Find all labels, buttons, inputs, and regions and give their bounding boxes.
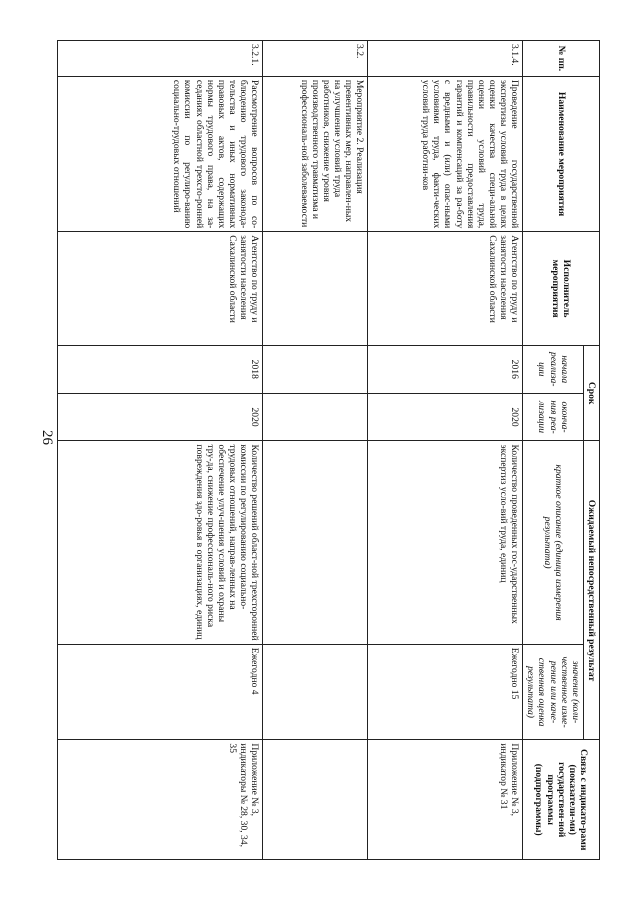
row-executor: Агентство по труду и занятости населения Сахалинской области <box>58 232 263 346</box>
row-start <box>263 345 368 393</box>
row-value: Ежегодно 4 <box>58 644 263 740</box>
header-link: Связь с индикато-рами (показатели-ми) государствен-ной программы (подпрограммы) <box>523 740 600 860</box>
row-name: Проведение государственной экспертизы условий труда в целях оценки качества специ-альной оценки условий труда, правильности предоставления гарантий и компенсаций за ра-боту с вредными и (или) опас-ными условиями труда, факти-ческих условий труда работни-ков <box>368 76 523 231</box>
row-end <box>263 393 368 441</box>
page-number: 26 <box>39 430 55 445</box>
row-desc: Количество решений област-ной трехсторонней комиссии по регулированию социально-трудовых отношений, направ-ленных на обеспечение улуч-шения условий и охраны тру-да, снижение профессиональ-ного риска повреждения здо-ровья в организациях, единиц <box>58 441 263 644</box>
header-result: Ожидаемый непосредственный результат <box>583 441 599 740</box>
row-value: Ежегодно 15 <box>368 644 523 740</box>
row-start: 2018 <box>58 345 263 393</box>
table-row <box>263 41 368 860</box>
row-end: 2020 <box>58 393 263 441</box>
row-link: Приложение № 3, индикаторы № 28, 30, 34, 35 <box>58 740 263 860</box>
row-start: 2016 <box>368 345 523 393</box>
row-value <box>263 644 368 740</box>
row-executor <box>263 232 368 346</box>
header-result-value: значение (коли-чественное изме-рение или каче-ственная оценка результата) <box>523 644 584 740</box>
table-row <box>368 41 523 860</box>
header-term: Срок <box>583 345 599 441</box>
row-name: Рассмотрение вопросов по со-блюдению трудового законода-тельства и иных нормативных правовых актов, содержащих нормы трудового права, на за-седаниях областной трехсто-ронней комиссии по регулиро-ванию социально-трудовых отношений <box>58 76 263 231</box>
row-desc <box>263 441 368 644</box>
header-result-desc: краткое описание (единица измерения результата) <box>523 441 584 644</box>
header-executor: Исполнитель мероприятия <box>523 232 600 346</box>
row-num: 3.2. <box>263 41 368 77</box>
row-num: 3.2.1. <box>58 41 263 77</box>
row-num: 3.1.4. <box>368 41 523 77</box>
table-row <box>58 41 263 860</box>
header-num: № пп. <box>523 41 600 77</box>
header-name: Наименование мероприятия <box>523 76 600 231</box>
rotated-table-container <box>80 40 600 860</box>
row-link <box>263 740 368 860</box>
activities-table <box>57 40 600 860</box>
row-end: 2020 <box>368 393 523 441</box>
row-executor: Агентство по труду и занятости населения Сахалинской области <box>368 232 523 346</box>
row-name: Мероприятие 2. Реализация превентивных мер, направлен-ных на улучшение условий труда работников, снижение уровня производственного травматизма и профессиональ-ной заболеваемости <box>263 76 368 231</box>
row-desc: Количество проведенных гос-ударственных экспертиз усло-вий труда, единиц <box>368 441 523 644</box>
header-term-start: начала реализа-ции <box>523 345 584 393</box>
row-link: Приложение № 3, индикатор № 31 <box>368 740 523 860</box>
header-term-end: оконча-ния реа-лизации <box>523 393 584 441</box>
